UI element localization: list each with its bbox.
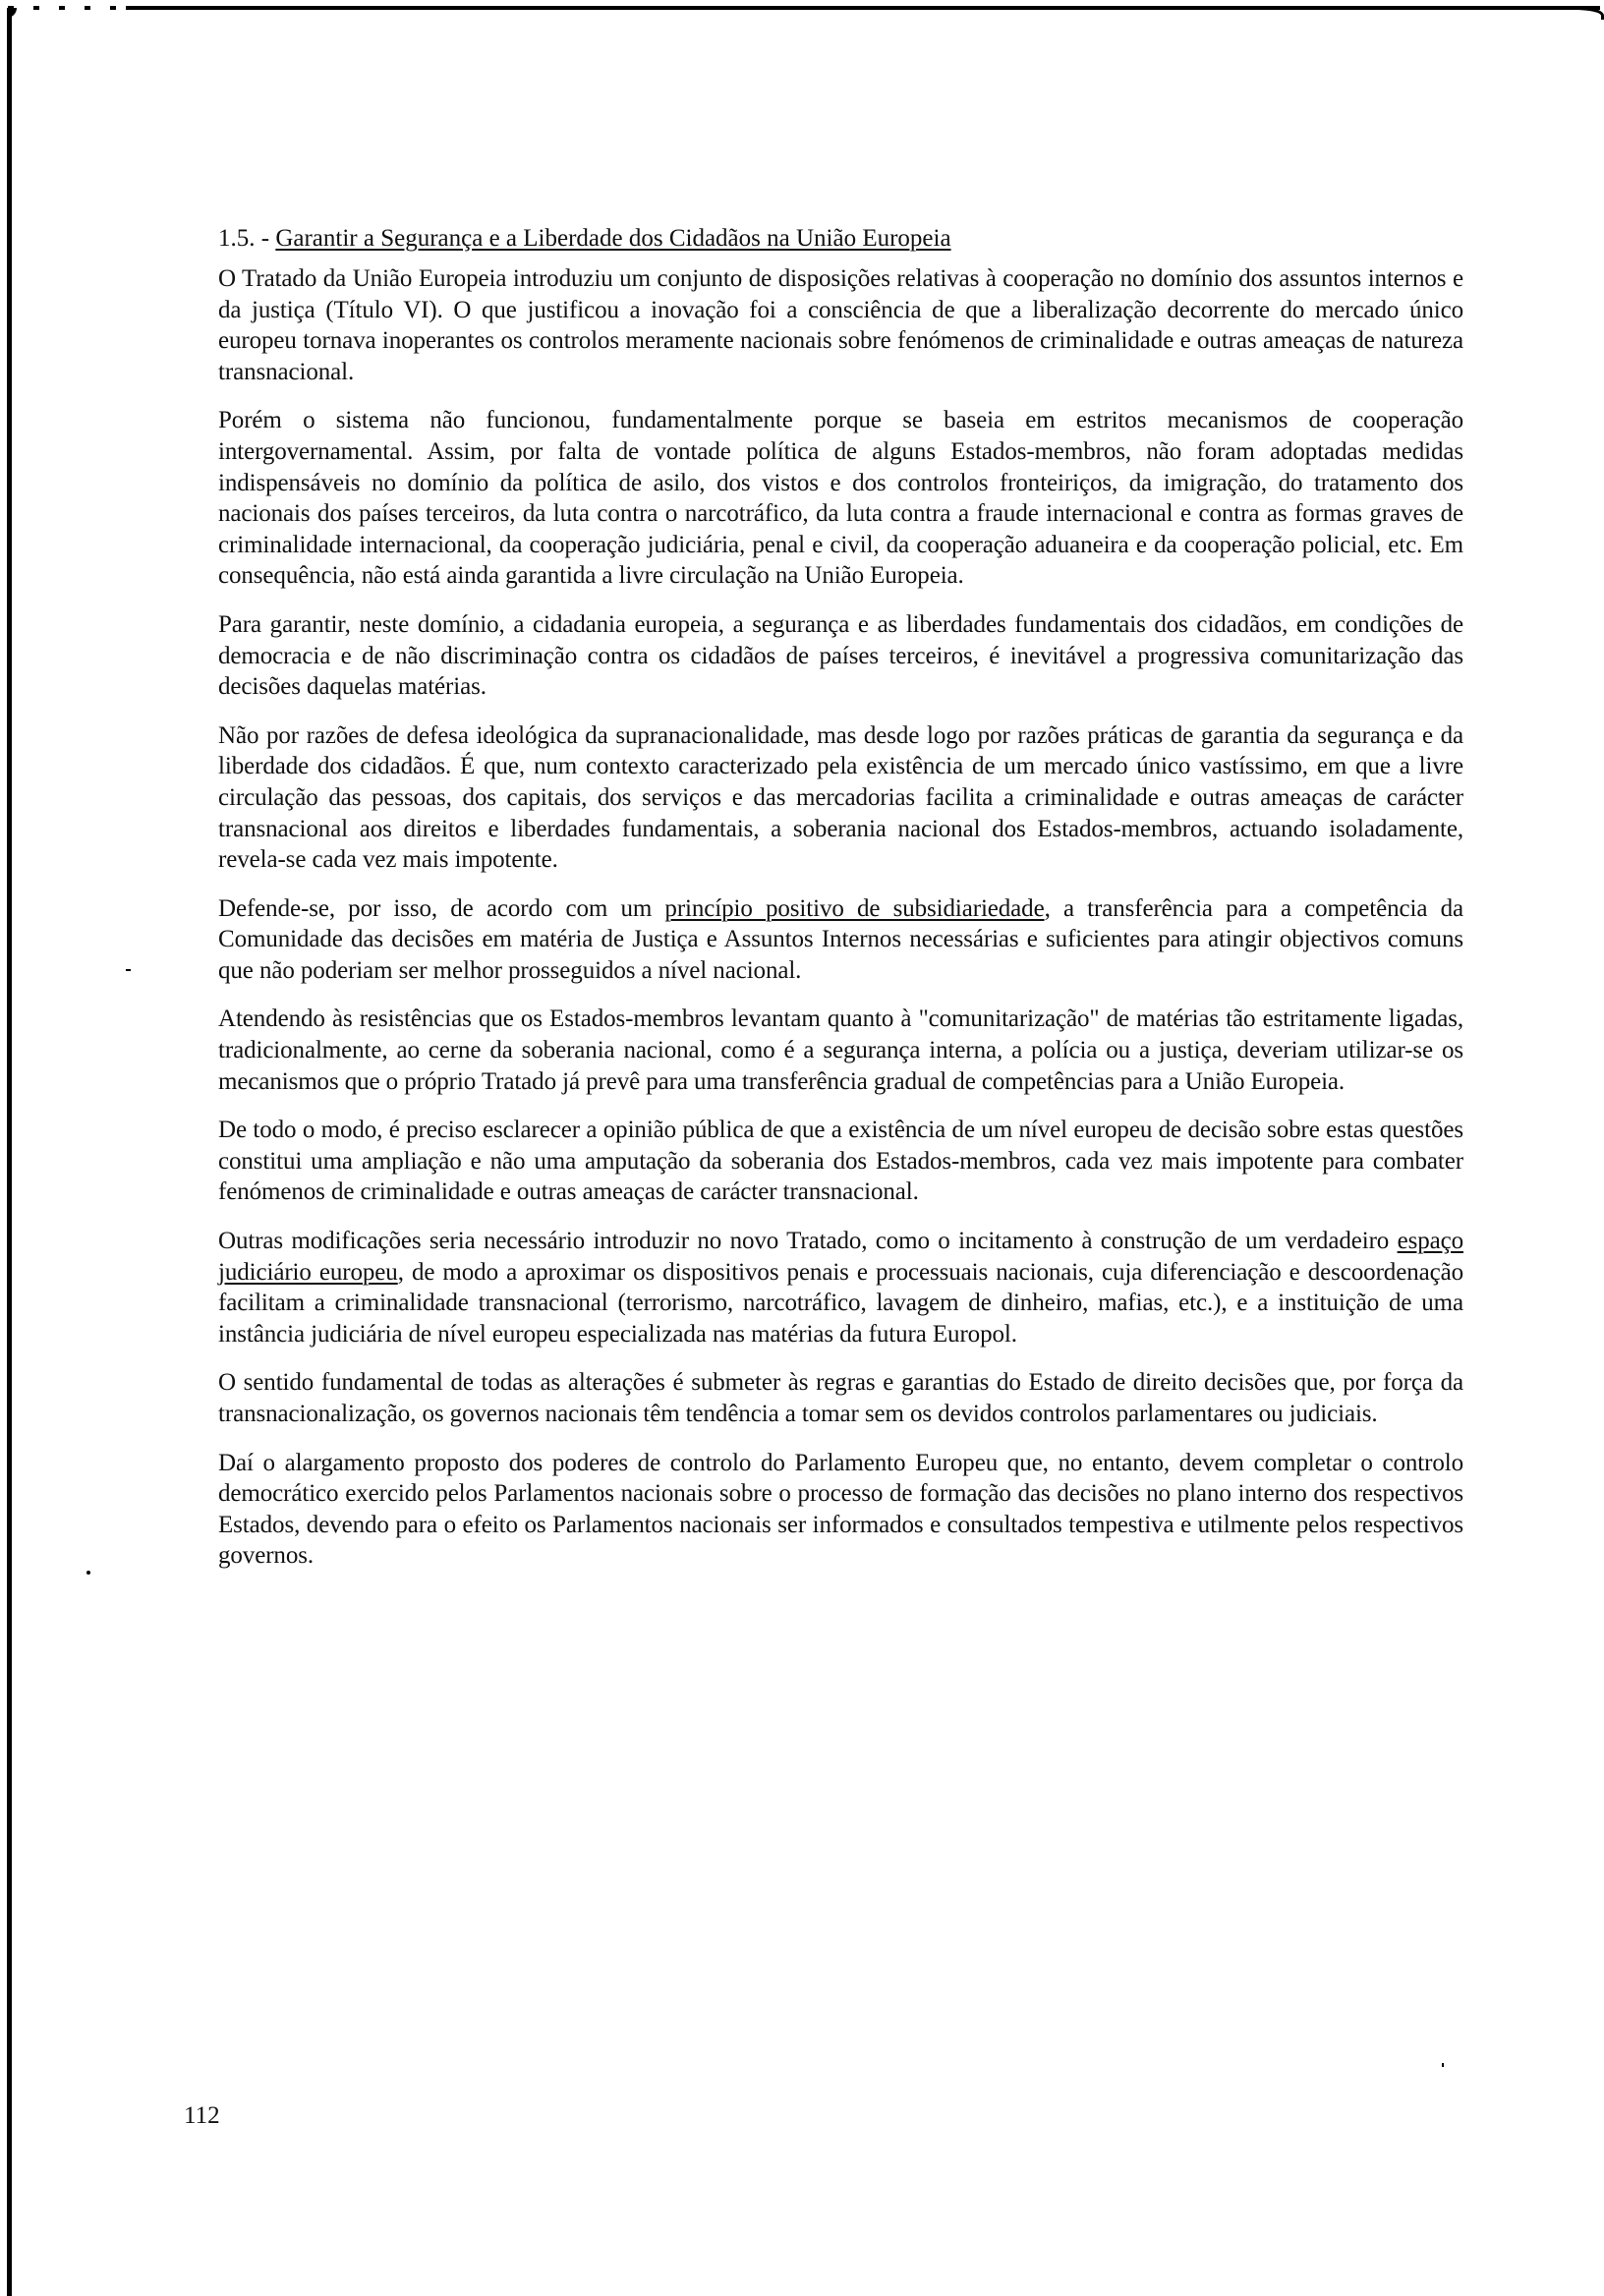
- margin-mark: [126, 969, 131, 971]
- margin-bullet-mark: [86, 1571, 90, 1575]
- page-number: 112: [184, 2102, 220, 2129]
- document-page: [218, 222, 1463, 1589]
- paragraph-1: O Tratado da União Europeia introduziu um conjunto de disposições relativas à cooperação no domínio dos assuntos internos e da justiça (Título VI). O que justificou a inovação foi a consciência de que a liberalização decorrente do mercado único europeu tornava inoperantes os controlos meramente nacionais sobre fenómenos de criminalidade e outras ameaças de natureza transnacional.: [218, 265, 1463, 385]
- paragraph-4: Não por razões de defesa ideológica da supranacionalidade, mas desde logo por razões práticas de garantia da segurança e da liberdade dos cidadãos. É que, num contexto caracterizado pela existência de um mercado único vastíssimo, em que a livre circulação das pessoas, dos capitais, dos serviços e das mercadorias facilita a criminalidade e outras ameaças de carácter transnacional aos direitos e liberdades fundamentais, a soberania nacional dos Estados-membros, actuando isoladamente, revela-se cada vez mais impotente.: [218, 721, 1463, 874]
- paragraph-5-after: , a transferência para a competência da Comunidade das decisões em matéria de Justiça e Assuntos Internos necessárias e suficientes para atingir objectivos comuns que não poderiam ser melhor prosseguidos a nível nacional.: [218, 894, 1463, 984]
- paragraph-8-after: , de modo a aproximar os dispositivos penais e processuais nacionais, cuja diferenciação e descoordenação facilitam a criminalidade transnacional (terrorismo, narcotráfico, lavagem de dinheiro, mafias, etc.), e a instituição de uma instância judiciária de nível europeu especializada nas matérias da futura Europol.: [218, 1258, 1463, 1348]
- section-heading: [218, 222, 1463, 256]
- paragraph-10: Daí o alargamento proposto dos poderes de controlo do Parlamento Europeu que, no entanto, devem completar o controlo democrático exercido pelos Parlamentos nacionais sobre o processo de formação das decisões no plano interno dos respectivos Estados, devendo para o efeito os Parlamentos nacionais ser informados e consultados tempestiva e utilmente pelos respectivos governos.: [218, 1449, 1463, 1570]
- paragraph-8: [218, 1226, 1463, 1349]
- paragraph-2: Porém o sistema não funcionou, fundamentalmente porque se baseia em estritos mecanismos de cooperação intergovernamental. Assim, por falta de vontade política de alguns Estados-membros, não foram adoptadas medidas indispensáveis no domínio da política de asilo, dos vistos e dos controlos fronteiriços, da imigração, do tratamento dos nacionais dos países terceiros, da luta contra o narcotráfico, da luta contra a fraude internacional e contra as formas graves de criminalidade internacional, da cooperação judiciária, penal e civil, da cooperação aduaneira e da cooperação policial, etc. Em consequência, não está ainda garantida a livre circulação na União Europeia.: [218, 407, 1463, 590]
- paragraph-6: Atendendo às resistências que os Estados-membros levantam quanto à "comunitarização" de matérias tão estritamente ligadas, tradicionalmente, ao cerne da soberania nacional, como é a segurança interna, a polícia ou a justiça, deveriam utilizar-se os mecanismos que o próprio Tratado já prevê para uma transferência gradual de competências para a União Europeia.: [218, 1005, 1463, 1095]
- scan-border-left: [7, 8, 12, 2296]
- paragraph-7: De todo o modo, é preciso esclarecer a opinião pública de que a existência de um nível europeu de decisão sobre estas questões constitui uma ampliação e não uma amputação da soberania dos Estados-membros, cada vez mais impotente para combater fenómenos de criminalidade e outras ameaças de carácter transnacional.: [218, 1117, 1463, 1206]
- paragraph-8-before: Outras modificações seria necessário introduzir no novo Tratado, como o incitamento à construção de um verdadeiro: [218, 1228, 1398, 1255]
- paragraph-5: [218, 893, 1463, 987]
- scan-border-top-gap: [8, 6, 126, 10]
- paragraph-5-before: Defende-se, por isso, de acordo com um: [218, 894, 665, 922]
- scan-border-top: [8, 6, 1600, 10]
- section-number: 1.5. -: [218, 225, 276, 252]
- underlined-term-subsidiarity: princípio positivo de subsidiariedade: [664, 894, 1045, 922]
- paragraph-3: Para garantir, neste domínio, a cidadania europeia, a segurança e as liberdades fundamentais dos cidadãos, em condições de democracia e de não discriminação contra os cidadãos de países terceiros, é inevitável a progressiva comunitarização das decisões daquelas matérias.: [218, 610, 1463, 701]
- section-title: Garantir a Segurança e a Liberdade dos Cidadãos na União Europeia: [275, 225, 951, 252]
- scan-corner-top-left: [7, 8, 17, 18]
- underlined-term-judicial-space: espaço judiciário europeu: [218, 1228, 1463, 1286]
- paragraph-9: O sentido fundamental de todas as alterações é submeter às regras e garantias do Estado de direito decisões que, por força da transnacionalização, os governos nacionais têm tendência a tomar sem os devidos controlos parlamentares ou judiciais.: [218, 1369, 1463, 1427]
- scan-speck: [1442, 2063, 1444, 2067]
